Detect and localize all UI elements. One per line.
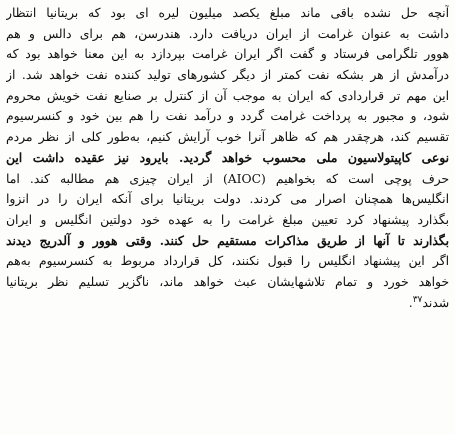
text-segment: آنچه حل نشده باقی ماند مبلغ یکصد میلیون لیره ای بود که بریتانیا انتظار: [6, 6, 449, 20]
text-line: [6, 65, 449, 86]
text-segment: بگذارد پیشنهاد کرد تعیین مبلغ غرامت را به عهده خود دولتین انگلیس و ایران: [6, 212, 449, 227]
text-line: [6, 106, 449, 127]
text-segment: تقسیم کند، هرچقدر هم که ظاهر آنرا خوب آرایش کنیم، به‌طور کلی از نظر مردم: [6, 130, 449, 145]
text-line: [6, 3, 449, 24]
text-segment: داشت به عنوان غرامت از ایران دریافت دارد. هندرسن، هم برای دالس و هم: [6, 26, 449, 41]
text-line: [6, 189, 449, 210]
text-line: [6, 231, 449, 252]
text-line: [6, 86, 449, 107]
text-segment: درآمدش از هر بشکه نفت کمتر از دیگر کشورهای تولید کننده نفت خواهد شد. از: [6, 68, 449, 83]
text-segment: خواهد خورد و تمام تلاشهایشان عبث خواهد ماند، ناگزیر تسلیم نظر بریتانیا: [6, 274, 449, 289]
footnote-marker: ۳۷: [412, 294, 423, 305]
text-line: [6, 24, 449, 45]
text-line: [6, 210, 449, 231]
body-paragraph: [6, 3, 449, 313]
text-segment: نوعی کاپیتولاسیون ملی محسوب خواهد گردید.: [178, 149, 449, 165]
text-segment: بگذارند تا آنها از طریق مذاکرات مستقیم حل کنند.: [159, 232, 449, 248]
text-segment: بایرود نیز عقیده داشت این: [6, 149, 179, 165]
text-segment: وقتی هوور و آلدریج دیدند: [6, 232, 160, 248]
text-segment: .: [408, 295, 413, 310]
text-segment: شدند: [422, 295, 449, 310]
text-line: [6, 127, 449, 148]
text-segment: انگلیس‌ها همچنان اصرار می کردند. دولت بریتانیا برای آنکه ایران را در انزوا: [6, 192, 449, 207]
text-line: [6, 272, 449, 293]
text-line: [6, 44, 449, 65]
text-segment: اگر این پیشنهاد انگلیس را قبول نکنند، کل قرارداد مربوط به کنسرسیوم به‌هم: [6, 254, 449, 269]
text-segment: هوور تلگرامی فرستاد و گفت اگر ایران غرامت بپردازد به این معنا خواهد بود که: [6, 47, 449, 62]
text-line: [6, 169, 449, 190]
text-line: [6, 148, 449, 169]
text-segment: حرف پوچی است که بخواهیم (AIOC) از ایران چیزی هم مطالبه کند. اما: [6, 171, 449, 186]
text-segment: این مهم تر قراردادی که ایران به موجب آن از کنترل بر صنایع نفت خویش محروم: [6, 88, 449, 103]
text-line: [6, 251, 449, 272]
text-segment: شود، و مجبور به پرداخت غرامت گردد و درآمد نفت را هم بین خود و کنسرسیوم: [6, 109, 449, 124]
text-line: [6, 293, 449, 314]
